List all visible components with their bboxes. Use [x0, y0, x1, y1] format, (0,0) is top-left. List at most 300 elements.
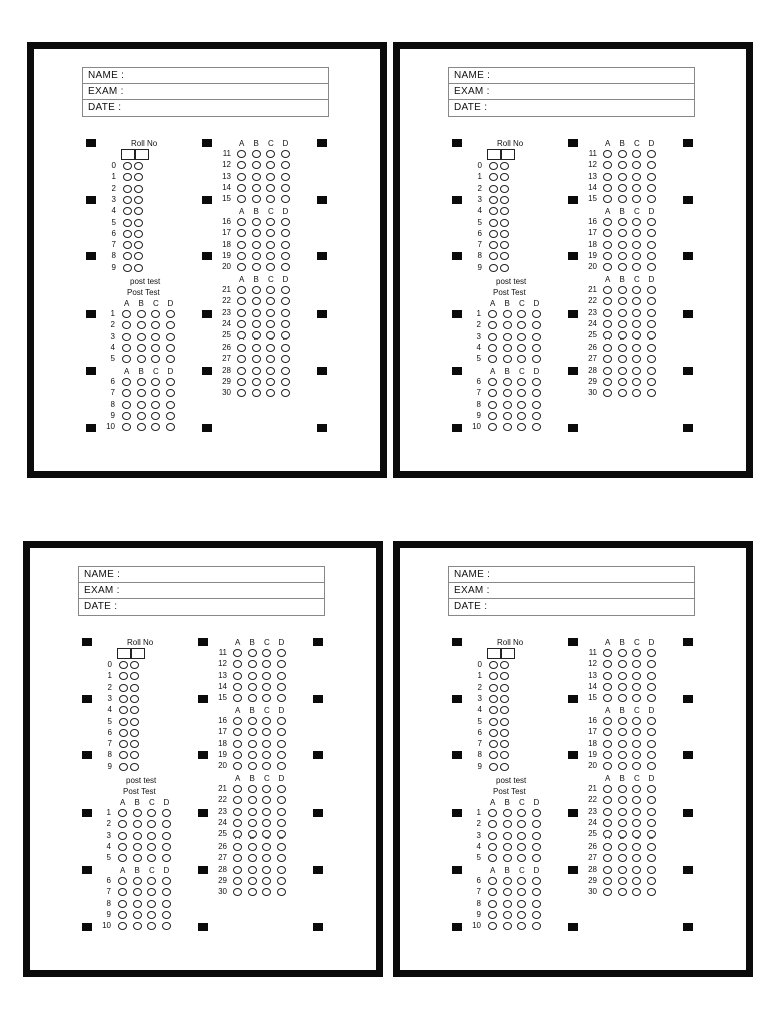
- answer-bubble[interactable]: [647, 854, 656, 862]
- answer-bubble[interactable]: [266, 378, 275, 386]
- answer-bubble[interactable]: [277, 649, 286, 657]
- answer-bubble[interactable]: [632, 344, 641, 352]
- answer-bubble[interactable]: [618, 751, 627, 759]
- info-field-exam[interactable]: EXAM :: [449, 583, 694, 599]
- answer-bubble[interactable]: [233, 717, 242, 725]
- answer-bubble[interactable]: [281, 344, 290, 352]
- answer-bubble[interactable]: [632, 355, 641, 363]
- answer-bubble[interactable]: [618, 378, 627, 386]
- answer-bubble[interactable]: [647, 717, 656, 725]
- answer-bubble[interactable]: [122, 355, 131, 363]
- answer-bubble[interactable]: [248, 672, 257, 680]
- answer-bubble[interactable]: [266, 184, 275, 192]
- answer-bubble[interactable]: [137, 333, 146, 341]
- answer-bubble[interactable]: [632, 854, 641, 862]
- answer-bubble[interactable]: [262, 877, 271, 885]
- answer-bubble[interactable]: [151, 401, 160, 409]
- roll-bubble[interactable]: [134, 196, 143, 204]
- answer-bubble[interactable]: [647, 309, 656, 317]
- answer-bubble[interactable]: [262, 717, 271, 725]
- answer-bubble[interactable]: [266, 297, 275, 305]
- answer-bubble[interactable]: [252, 320, 261, 328]
- answer-bubble[interactable]: [618, 728, 627, 736]
- answer-bubble[interactable]: [632, 785, 641, 793]
- roll-bubble[interactable]: [500, 751, 509, 759]
- answer-bubble[interactable]: [647, 161, 656, 169]
- answer-bubble[interactable]: [632, 796, 641, 804]
- answer-bubble[interactable]: [503, 877, 512, 885]
- answer-bubble[interactable]: [281, 241, 290, 249]
- answer-bubble[interactable]: [262, 740, 271, 748]
- answer-bubble[interactable]: [118, 809, 127, 817]
- answer-bubble[interactable]: [532, 809, 541, 817]
- roll-bubble[interactable]: [489, 695, 498, 703]
- info-field-name[interactable]: NAME :: [83, 68, 328, 84]
- answer-bubble[interactable]: [532, 888, 541, 896]
- answer-bubble[interactable]: [488, 355, 497, 363]
- answer-bubble[interactable]: [281, 229, 290, 237]
- answer-bubble[interactable]: [281, 252, 290, 260]
- answer-bubble[interactable]: [137, 412, 146, 420]
- answer-bubble[interactable]: [647, 195, 656, 203]
- answer-bubble[interactable]: [147, 900, 156, 908]
- answer-bubble[interactable]: [517, 389, 526, 397]
- answer-bubble[interactable]: [277, 854, 286, 862]
- answer-bubble[interactable]: [632, 161, 641, 169]
- answer-bubble[interactable]: [266, 218, 275, 226]
- answer-bubble[interactable]: [618, 694, 627, 702]
- answer-bubble[interactable]: [603, 866, 612, 874]
- roll-bubble[interactable]: [489, 672, 498, 680]
- answer-bubble[interactable]: [632, 694, 641, 702]
- answer-bubble[interactable]: [277, 694, 286, 702]
- answer-bubble[interactable]: [488, 401, 497, 409]
- answer-bubble[interactable]: [118, 820, 127, 828]
- answer-bubble[interactable]: [647, 740, 656, 748]
- answer-bubble[interactable]: [277, 808, 286, 816]
- roll-bubble[interactable]: [123, 219, 132, 227]
- answer-bubble[interactable]: [147, 888, 156, 896]
- answer-bubble[interactable]: [517, 922, 526, 930]
- roll-bubble[interactable]: [119, 661, 128, 669]
- answer-bubble[interactable]: [277, 785, 286, 793]
- roll-bubble[interactable]: [119, 729, 128, 737]
- answer-bubble[interactable]: [603, 694, 612, 702]
- answer-bubble[interactable]: [488, 321, 497, 329]
- answer-bubble[interactable]: [647, 241, 656, 249]
- answer-bubble[interactable]: [647, 785, 656, 793]
- answer-bubble[interactable]: [266, 389, 275, 397]
- answer-bubble[interactable]: [122, 401, 131, 409]
- answer-bubble[interactable]: [233, 762, 242, 770]
- answer-bubble[interactable]: [147, 922, 156, 930]
- answer-bubble[interactable]: [517, 378, 526, 386]
- roll-bubble[interactable]: [134, 207, 143, 215]
- answer-bubble[interactable]: [166, 333, 175, 341]
- answer-bubble[interactable]: [237, 320, 246, 328]
- answer-bubble[interactable]: [252, 184, 261, 192]
- answer-bubble[interactable]: [248, 751, 257, 759]
- roll-bubble[interactable]: [119, 740, 128, 748]
- roll-bubble[interactable]: [134, 252, 143, 260]
- answer-bubble[interactable]: [151, 321, 160, 329]
- answer-bubble[interactable]: [118, 832, 127, 840]
- answer-bubble[interactable]: [262, 796, 271, 804]
- answer-bubble[interactable]: [262, 751, 271, 759]
- answer-bubble[interactable]: [233, 728, 242, 736]
- roll-bubble[interactable]: [500, 729, 509, 737]
- answer-bubble[interactable]: [262, 843, 271, 851]
- answer-bubble[interactable]: [618, 830, 627, 838]
- answer-bubble[interactable]: [281, 286, 290, 294]
- roll-bubble[interactable]: [130, 729, 139, 737]
- answer-bubble[interactable]: [618, 309, 627, 317]
- answer-bubble[interactable]: [252, 241, 261, 249]
- answer-bubble[interactable]: [277, 819, 286, 827]
- answer-bubble[interactable]: [252, 355, 261, 363]
- answer-bubble[interactable]: [248, 830, 257, 838]
- answer-bubble[interactable]: [503, 911, 512, 919]
- answer-bubble[interactable]: [647, 808, 656, 816]
- answer-bubble[interactable]: [603, 796, 612, 804]
- answer-bubble[interactable]: [517, 401, 526, 409]
- answer-bubble[interactable]: [252, 309, 261, 317]
- answer-bubble[interactable]: [517, 854, 526, 862]
- answer-bubble[interactable]: [532, 832, 541, 840]
- answer-bubble[interactable]: [517, 321, 526, 329]
- answer-bubble[interactable]: [647, 843, 656, 851]
- answer-bubble[interactable]: [647, 830, 656, 838]
- answer-bubble[interactable]: [277, 762, 286, 770]
- answer-bubble[interactable]: [647, 263, 656, 271]
- answer-bubble[interactable]: [603, 808, 612, 816]
- answer-bubble[interactable]: [517, 355, 526, 363]
- answer-bubble[interactable]: [118, 900, 127, 908]
- answer-bubble[interactable]: [266, 320, 275, 328]
- answer-bubble[interactable]: [517, 832, 526, 840]
- answer-bubble[interactable]: [647, 649, 656, 657]
- answer-bubble[interactable]: [118, 888, 127, 896]
- answer-bubble[interactable]: [147, 820, 156, 828]
- answer-bubble[interactable]: [233, 672, 242, 680]
- answer-bubble[interactable]: [647, 762, 656, 770]
- answer-bubble[interactable]: [262, 808, 271, 816]
- answer-bubble[interactable]: [248, 888, 257, 896]
- answer-bubble[interactable]: [632, 378, 641, 386]
- roll-bubble[interactable]: [123, 252, 132, 260]
- answer-bubble[interactable]: [618, 717, 627, 725]
- roll-bubble[interactable]: [489, 718, 498, 726]
- answer-bubble[interactable]: [281, 367, 290, 375]
- answer-bubble[interactable]: [151, 423, 160, 431]
- answer-bubble[interactable]: [162, 809, 171, 817]
- answer-bubble[interactable]: [248, 683, 257, 691]
- answer-bubble[interactable]: [647, 367, 656, 375]
- answer-bubble[interactable]: [603, 854, 612, 862]
- roll-bubble[interactable]: [500, 684, 509, 692]
- answer-bubble[interactable]: [237, 297, 246, 305]
- answer-bubble[interactable]: [503, 922, 512, 930]
- answer-bubble[interactable]: [632, 150, 641, 158]
- answer-bubble[interactable]: [277, 660, 286, 668]
- answer-bubble[interactable]: [151, 344, 160, 352]
- answer-bubble[interactable]: [248, 796, 257, 804]
- answer-bubble[interactable]: [488, 854, 497, 862]
- answer-bubble[interactable]: [603, 229, 612, 237]
- answer-bubble[interactable]: [147, 809, 156, 817]
- answer-bubble[interactable]: [237, 378, 246, 386]
- answer-bubble[interactable]: [647, 184, 656, 192]
- answer-bubble[interactable]: [281, 331, 290, 339]
- answer-bubble[interactable]: [503, 809, 512, 817]
- answer-bubble[interactable]: [632, 263, 641, 271]
- answer-bubble[interactable]: [517, 412, 526, 420]
- answer-bubble[interactable]: [632, 762, 641, 770]
- answer-bubble[interactable]: [166, 401, 175, 409]
- answer-bubble[interactable]: [632, 649, 641, 657]
- roll-bubble[interactable]: [130, 763, 139, 771]
- answer-bubble[interactable]: [603, 888, 612, 896]
- answer-bubble[interactable]: [281, 218, 290, 226]
- answer-bubble[interactable]: [603, 389, 612, 397]
- roll-bubble[interactable]: [130, 672, 139, 680]
- answer-bubble[interactable]: [281, 309, 290, 317]
- answer-bubble[interactable]: [233, 649, 242, 657]
- answer-bubble[interactable]: [262, 854, 271, 862]
- answer-bubble[interactable]: [532, 423, 541, 431]
- answer-bubble[interactable]: [488, 877, 497, 885]
- answer-bubble[interactable]: [237, 161, 246, 169]
- answer-bubble[interactable]: [252, 344, 261, 352]
- roll-bubble[interactable]: [500, 185, 509, 193]
- answer-bubble[interactable]: [488, 412, 497, 420]
- answer-bubble[interactable]: [277, 888, 286, 896]
- answer-bubble[interactable]: [266, 173, 275, 181]
- answer-bubble[interactable]: [162, 854, 171, 862]
- answer-bubble[interactable]: [281, 297, 290, 305]
- answer-bubble[interactable]: [262, 660, 271, 668]
- roll-bubble[interactable]: [500, 173, 509, 181]
- answer-bubble[interactable]: [618, 218, 627, 226]
- answer-bubble[interactable]: [618, 195, 627, 203]
- answer-bubble[interactable]: [237, 344, 246, 352]
- answer-bubble[interactable]: [252, 195, 261, 203]
- answer-bubble[interactable]: [122, 378, 131, 386]
- answer-bubble[interactable]: [603, 378, 612, 386]
- answer-bubble[interactable]: [603, 173, 612, 181]
- answer-bubble[interactable]: [532, 321, 541, 329]
- answer-bubble[interactable]: [248, 866, 257, 874]
- answer-bubble[interactable]: [632, 320, 641, 328]
- roll-bubble[interactable]: [489, 763, 498, 771]
- answer-bubble[interactable]: [137, 355, 146, 363]
- roll-bubble[interactable]: [119, 706, 128, 714]
- answer-bubble[interactable]: [277, 843, 286, 851]
- roll-bubble[interactable]: [130, 751, 139, 759]
- answer-bubble[interactable]: [618, 344, 627, 352]
- answer-bubble[interactable]: [532, 310, 541, 318]
- answer-bubble[interactable]: [603, 728, 612, 736]
- answer-bubble[interactable]: [503, 820, 512, 828]
- roll-bubble[interactable]: [500, 740, 509, 748]
- answer-bubble[interactable]: [118, 843, 127, 851]
- answer-bubble[interactable]: [252, 173, 261, 181]
- answer-bubble[interactable]: [647, 173, 656, 181]
- answer-bubble[interactable]: [532, 922, 541, 930]
- info-field-name[interactable]: NAME :: [79, 567, 324, 583]
- answer-bubble[interactable]: [517, 809, 526, 817]
- answer-bubble[interactable]: [532, 911, 541, 919]
- answer-bubble[interactable]: [517, 877, 526, 885]
- roll-bubble[interactable]: [500, 672, 509, 680]
- roll-entry-box[interactable]: [121, 149, 135, 160]
- roll-bubble[interactable]: [123, 264, 132, 272]
- answer-bubble[interactable]: [647, 150, 656, 158]
- roll-bubble[interactable]: [500, 264, 509, 272]
- answer-bubble[interactable]: [162, 820, 171, 828]
- answer-bubble[interactable]: [603, 241, 612, 249]
- roll-bubble[interactable]: [489, 173, 498, 181]
- info-field-name[interactable]: NAME :: [449, 567, 694, 583]
- answer-bubble[interactable]: [603, 150, 612, 158]
- answer-bubble[interactable]: [252, 218, 261, 226]
- answer-bubble[interactable]: [237, 331, 246, 339]
- answer-bubble[interactable]: [137, 401, 146, 409]
- answer-bubble[interactable]: [532, 333, 541, 341]
- roll-bubble[interactable]: [123, 196, 132, 204]
- roll-bubble[interactable]: [500, 241, 509, 249]
- answer-bubble[interactable]: [118, 922, 127, 930]
- answer-bubble[interactable]: [248, 660, 257, 668]
- roll-bubble[interactable]: [119, 695, 128, 703]
- answer-bubble[interactable]: [503, 888, 512, 896]
- answer-bubble[interactable]: [503, 344, 512, 352]
- answer-bubble[interactable]: [603, 367, 612, 375]
- roll-bubble[interactable]: [123, 241, 132, 249]
- answer-bubble[interactable]: [488, 423, 497, 431]
- roll-bubble[interactable]: [119, 672, 128, 680]
- answer-bubble[interactable]: [277, 717, 286, 725]
- answer-bubble[interactable]: [277, 672, 286, 680]
- answer-bubble[interactable]: [532, 854, 541, 862]
- roll-bubble[interactable]: [123, 173, 132, 181]
- roll-bubble[interactable]: [130, 718, 139, 726]
- roll-entry-box[interactable]: [131, 648, 145, 659]
- answer-bubble[interactable]: [603, 877, 612, 885]
- answer-bubble[interactable]: [632, 728, 641, 736]
- roll-bubble[interactable]: [500, 230, 509, 238]
- answer-bubble[interactable]: [233, 819, 242, 827]
- answer-bubble[interactable]: [166, 378, 175, 386]
- answer-bubble[interactable]: [632, 218, 641, 226]
- answer-bubble[interactable]: [618, 796, 627, 804]
- answer-bubble[interactable]: [618, 740, 627, 748]
- answer-bubble[interactable]: [151, 310, 160, 318]
- answer-bubble[interactable]: [248, 785, 257, 793]
- answer-bubble[interactable]: [618, 150, 627, 158]
- answer-bubble[interactable]: [603, 740, 612, 748]
- answer-bubble[interactable]: [262, 785, 271, 793]
- answer-bubble[interactable]: [632, 751, 641, 759]
- answer-bubble[interactable]: [532, 378, 541, 386]
- answer-bubble[interactable]: [517, 344, 526, 352]
- answer-bubble[interactable]: [618, 866, 627, 874]
- roll-bubble[interactable]: [500, 196, 509, 204]
- answer-bubble[interactable]: [488, 922, 497, 930]
- roll-bubble[interactable]: [130, 695, 139, 703]
- answer-bubble[interactable]: [237, 355, 246, 363]
- answer-bubble[interactable]: [166, 321, 175, 329]
- answer-bubble[interactable]: [603, 717, 612, 725]
- answer-bubble[interactable]: [237, 252, 246, 260]
- answer-bubble[interactable]: [647, 672, 656, 680]
- answer-bubble[interactable]: [133, 900, 142, 908]
- answer-bubble[interactable]: [488, 843, 497, 851]
- answer-bubble[interactable]: [532, 820, 541, 828]
- answer-bubble[interactable]: [137, 389, 146, 397]
- roll-bubble[interactable]: [500, 763, 509, 771]
- info-field-exam[interactable]: EXAM :: [449, 84, 694, 100]
- answer-bubble[interactable]: [647, 728, 656, 736]
- answer-bubble[interactable]: [266, 355, 275, 363]
- answer-bubble[interactable]: [137, 344, 146, 352]
- answer-bubble[interactable]: [632, 229, 641, 237]
- answer-bubble[interactable]: [162, 922, 171, 930]
- answer-bubble[interactable]: [262, 888, 271, 896]
- roll-bubble[interactable]: [134, 264, 143, 272]
- roll-bubble[interactable]: [489, 684, 498, 692]
- answer-bubble[interactable]: [252, 263, 261, 271]
- roll-bubble[interactable]: [130, 661, 139, 669]
- answer-bubble[interactable]: [618, 184, 627, 192]
- roll-bubble[interactable]: [489, 162, 498, 170]
- roll-bubble[interactable]: [134, 173, 143, 181]
- roll-bubble[interactable]: [123, 230, 132, 238]
- answer-bubble[interactable]: [248, 819, 257, 827]
- answer-bubble[interactable]: [166, 412, 175, 420]
- answer-bubble[interactable]: [603, 263, 612, 271]
- answer-bubble[interactable]: [647, 694, 656, 702]
- answer-bubble[interactable]: [147, 877, 156, 885]
- roll-bubble[interactable]: [489, 230, 498, 238]
- answer-bubble[interactable]: [532, 843, 541, 851]
- answer-bubble[interactable]: [488, 900, 497, 908]
- answer-bubble[interactable]: [632, 297, 641, 305]
- answer-bubble[interactable]: [517, 911, 526, 919]
- answer-bubble[interactable]: [266, 229, 275, 237]
- answer-bubble[interactable]: [603, 320, 612, 328]
- answer-bubble[interactable]: [281, 378, 290, 386]
- answer-bubble[interactable]: [647, 355, 656, 363]
- answer-bubble[interactable]: [166, 389, 175, 397]
- answer-bubble[interactable]: [237, 173, 246, 181]
- answer-bubble[interactable]: [262, 672, 271, 680]
- answer-bubble[interactable]: [488, 888, 497, 896]
- answer-bubble[interactable]: [252, 252, 261, 260]
- roll-bubble[interactable]: [500, 695, 509, 703]
- answer-bubble[interactable]: [632, 843, 641, 851]
- answer-bubble[interactable]: [632, 367, 641, 375]
- answer-bubble[interactable]: [647, 297, 656, 305]
- answer-bubble[interactable]: [503, 378, 512, 386]
- answer-bubble[interactable]: [277, 751, 286, 759]
- answer-bubble[interactable]: [632, 717, 641, 725]
- answer-bubble[interactable]: [237, 218, 246, 226]
- answer-bubble[interactable]: [618, 808, 627, 816]
- info-field-date[interactable]: DATE :: [88, 102, 122, 113]
- answer-bubble[interactable]: [281, 355, 290, 363]
- answer-bubble[interactable]: [618, 286, 627, 294]
